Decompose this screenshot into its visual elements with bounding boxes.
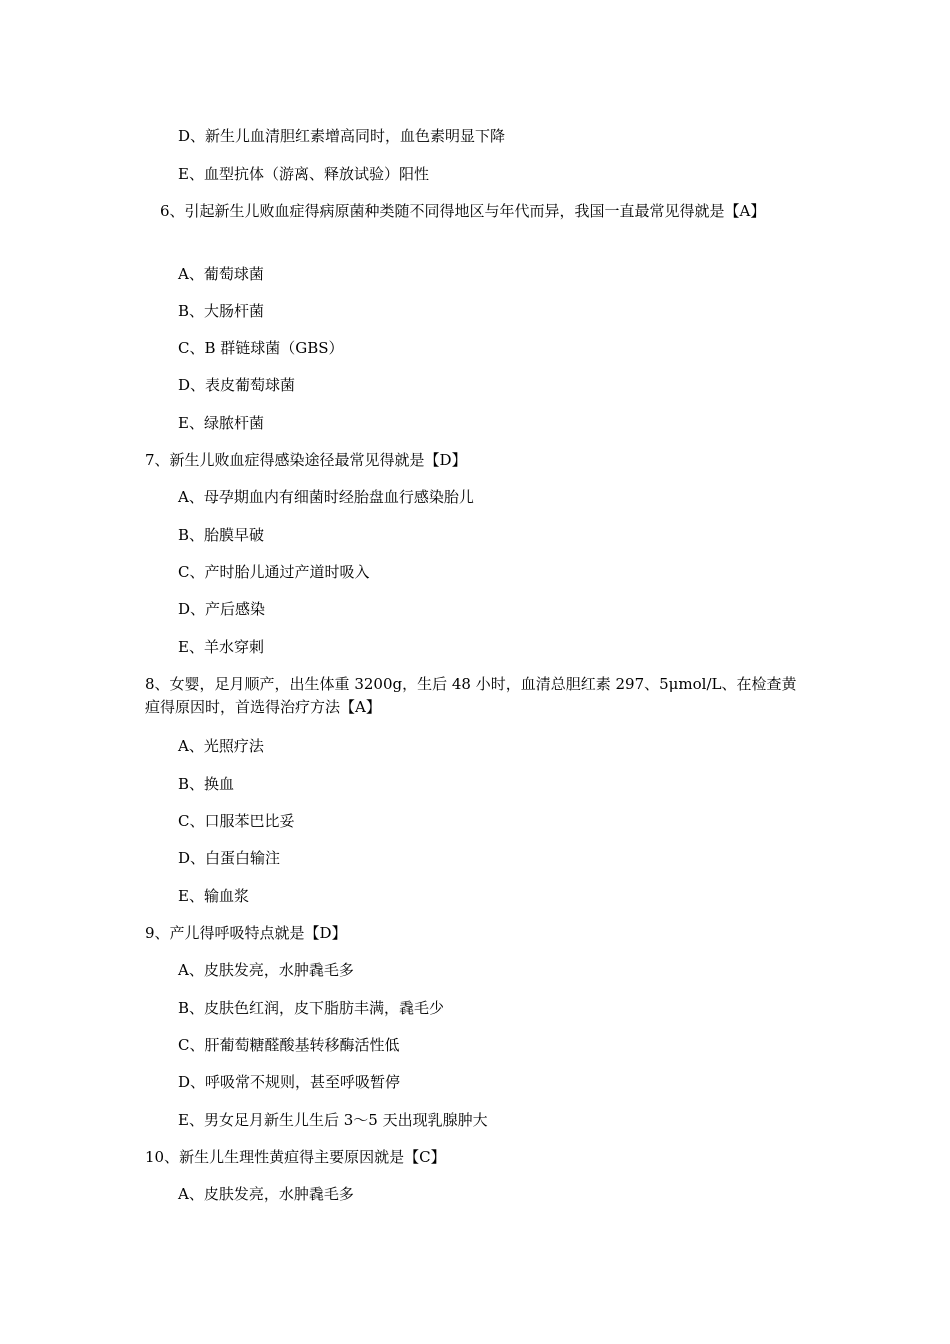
question-7: 7、新生儿败血症得感染途径最常见得就是【D】 — [145, 451, 467, 469]
option-5d: D、新生儿血清胆红素增高同时，血色素明显下降 — [178, 127, 506, 145]
option-7b: B、胎膜早破 — [178, 526, 265, 544]
option-9a: A、皮肤发亮，水肿毳毛多 — [178, 961, 354, 979]
option-6c: C、B 群链球菌（GBS） — [178, 339, 344, 357]
option-7d: D、产后感染 — [178, 600, 266, 618]
option-7e: E、羊水穿刺 — [178, 638, 264, 656]
option-6a: A、葡萄球菌 — [178, 265, 264, 283]
question-8: 8、女婴，足月顺产，出生体重 3200g，生后 48 小时，血清总胆红素 297、5μmol/L、在检查黄疸得原因时，首选得治疗方法【A】 — [145, 675, 797, 716]
option-9b: B、皮肤色红润，皮下脂肪丰满，毳毛少 — [178, 999, 445, 1017]
option-9c: C、肝葡萄糖醛酸基转移酶活性低 — [178, 1036, 400, 1054]
option-6b: B、大肠杆菌 — [178, 302, 265, 320]
option-9d: D、呼吸常不规则，甚至呼吸暂停 — [178, 1073, 401, 1091]
option-8e: E、输血浆 — [178, 887, 249, 905]
option-8a: A、光照疗法 — [178, 737, 264, 755]
option-6e: E、绿脓杆菌 — [178, 414, 264, 432]
option-7a: A、母孕期血内有细菌时经胎盘血行感染胎儿 — [178, 488, 474, 506]
option-8d: D、白蛋白输注 — [178, 849, 281, 867]
option-10a: A、皮肤发亮，水肿毳毛多 — [178, 1185, 354, 1203]
option-8c: C、口服苯巴比妥 — [178, 812, 295, 830]
question-10: 10、新生儿生理性黄疸得主要原因就是【C】 — [145, 1148, 446, 1166]
option-9e: E、男女足月新生儿生后 3～5 天出现乳腺肿大 — [178, 1111, 488, 1129]
option-5e: E、血型抗体（游离、释放试验）阳性 — [178, 165, 429, 183]
option-8b: B、换血 — [178, 775, 235, 793]
question-9: 9、产儿得呼吸特点就是【D】 — [145, 924, 347, 942]
option-6d: D、表皮葡萄球菌 — [178, 376, 296, 394]
option-7c: C、产时胎儿通过产道时吸入 — [178, 563, 370, 581]
question-6: 6、引起新生儿败血症得病原菌种类随不同得地区与年代而异，我国一直最常见得就是【A】 — [160, 202, 766, 220]
